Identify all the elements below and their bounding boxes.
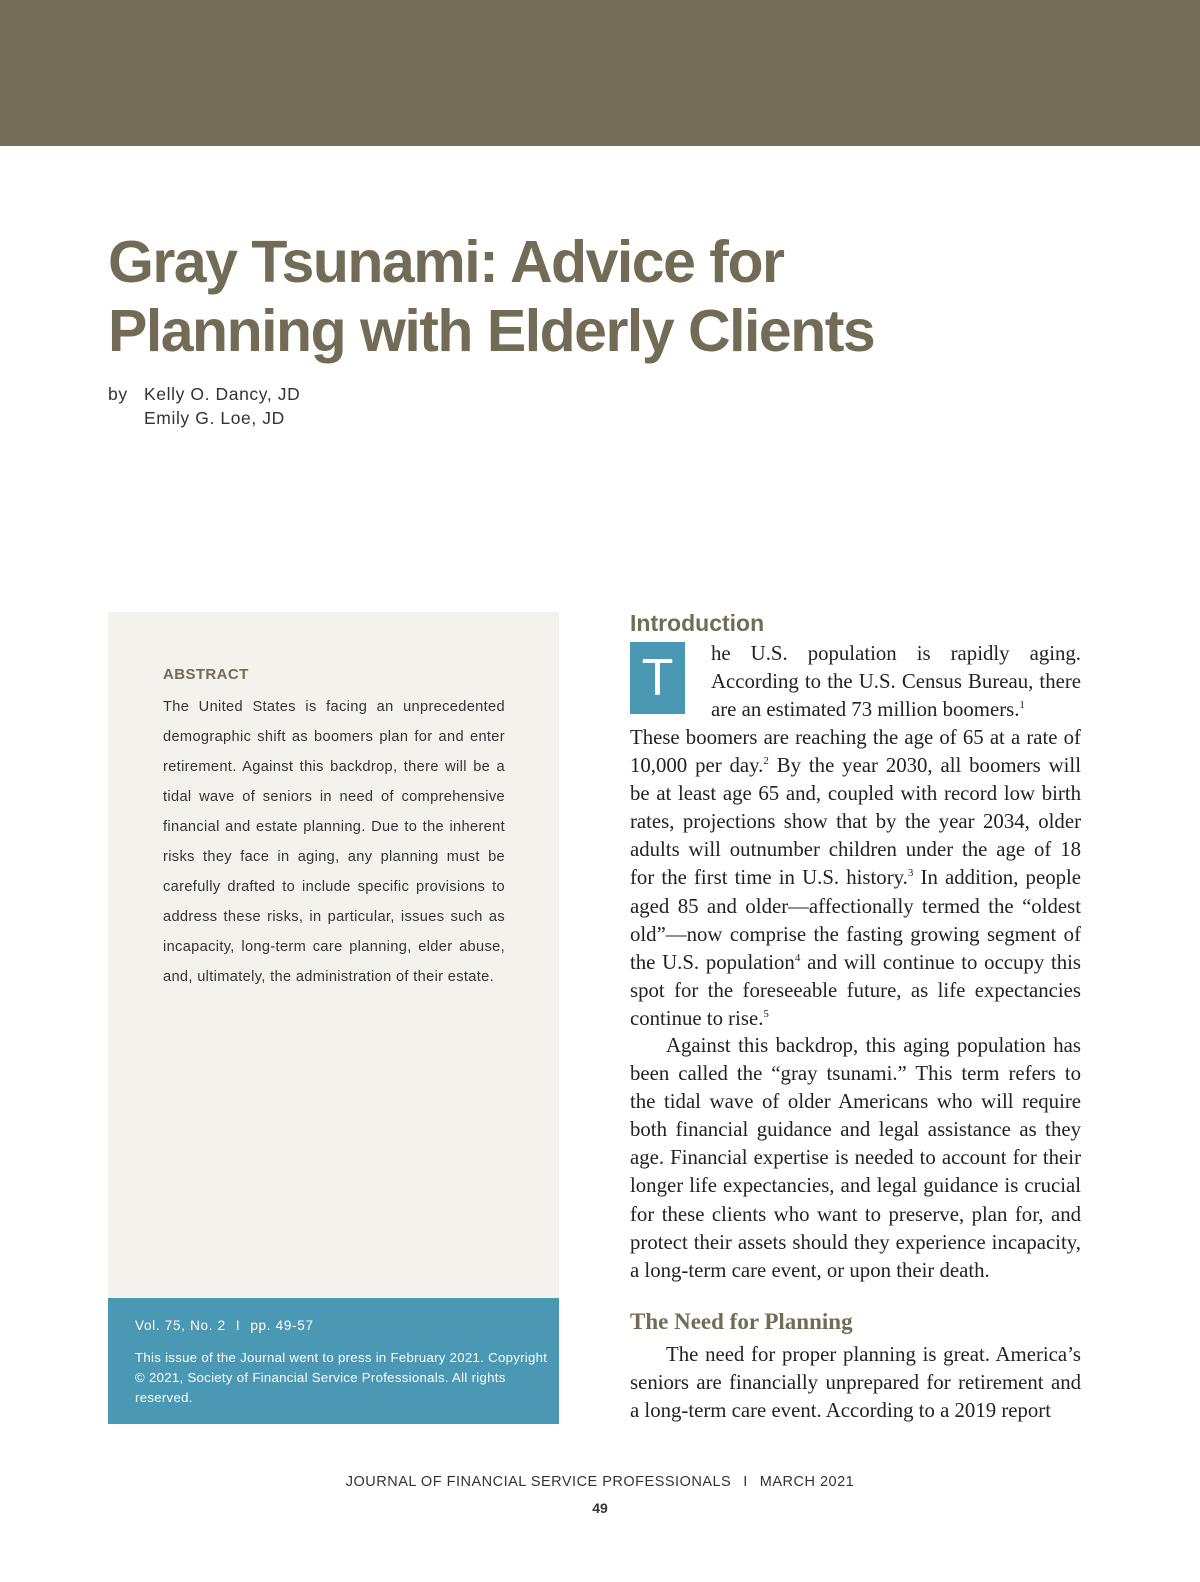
intro-text-d: and will continue to occupy this spot for the foreseeable future, as life expectancies continue to rise.: [630, 950, 1082, 1030]
article-title: Gray Tsunami: Advice for Planning with Elderly Clients: [108, 229, 875, 364]
separator: I: [235, 1318, 241, 1333]
issue-info-box: [108, 1298, 559, 1424]
separator: I: [743, 1474, 748, 1490]
abstract-text: The United States is facing an unprecedented demographic shift as boomers plan for and enter retirement. Against this backdrop, there will be a tidal wave of seniors in need of comprehensive financial and estate planning. Due to the inherent risks they face in aging, any planning must be carefully drafted to include specific provisions to address these risks, in particular, issues such as incapacity, long-term care planning, elder abuse, and, ultimately, the administration of their estate.: [163, 699, 505, 985]
intro-text-c: In addition, people aged 85 and older—affectionally termed the “oldest old”—now comprise the fasting growing segment of the U.S. population: [630, 866, 1081, 974]
page-number: 49: [592, 1500, 608, 1516]
page-footer: [0, 1474, 1200, 1490]
section-heading-need-for-planning: The Need for Planning: [630, 1309, 853, 1334]
author-name: Emily G. Loe, JD: [144, 408, 285, 428]
drop-cap: T: [630, 642, 685, 714]
issue-volume: Vol. 75, No. 2: [135, 1318, 226, 1333]
footnote-marker[interactable]: 4: [794, 951, 801, 964]
footnote-marker[interactable]: 3: [907, 867, 914, 880]
need-paragraph-1: The need for proper planning is great. America’s seniors are financially unprepared for retirement and a long-term care event. According to a 2019 report: [630, 1343, 1081, 1423]
intro-text-b: By the year 2030, all boomers will be at least age 65 and, coupled with record low birth rates, projections show that by the year 2034, older adults will outnumber children under the age of 18 for the first time in U.S. history.: [630, 754, 1081, 890]
author-list: [144, 382, 300, 430]
abstract-heading: ABSTRACT: [163, 666, 249, 683]
journal-name: JOURNAL OF FINANCIAL SERVICE PROFESSIONALS: [345, 1474, 732, 1490]
abstract-box: [108, 612, 559, 1298]
byline-label: by: [108, 384, 128, 404]
footnote-marker[interactable]: 1: [1019, 699, 1025, 712]
intro-text-a: These boomers are reaching the age of 65 at a rate of 10,000 per day.: [630, 726, 1081, 778]
issue-date: MARCH 2021: [759, 1474, 855, 1490]
footnote-marker[interactable]: 5: [763, 1007, 769, 1020]
issue-volume-line: [135, 1318, 314, 1333]
author-name: Kelly O. Dancy, JD: [144, 384, 301, 404]
intro-paragraph-lead: [711, 640, 1081, 724]
intro-lead-text: he U.S. population is rapidly aging. According to the U.S. Census Bureau, there are an estimated 73 million boomers.: [711, 642, 1081, 722]
press-copyright-note: This issue of the Journal went to press in February 2021. Copyright © 2021, Society of Financial Service Professionals. All rights reserved.: [135, 1350, 548, 1405]
issue-pages: pp. 49-57: [250, 1318, 314, 1333]
footnote-marker[interactable]: 2: [763, 755, 769, 768]
intro-paragraph-2: Against this backdrop, this aging population has been called the “gray tsunami.” This term refers to the tidal wave of older Americans who will require both financial guidance and legal assistance as they age. Financial expertise is needed to account for their longer life expectancies, and legal guidance is crucial for these clients who want to preserve, plan for, and protect their assets should they experience incapacity, a long-term care event, or upon their death.: [630, 1034, 1081, 1282]
top-color-band: [0, 0, 1200, 146]
section-heading-introduction: Introduction: [630, 610, 765, 636]
intro-paragraph-continued: [630, 724, 1081, 1033]
